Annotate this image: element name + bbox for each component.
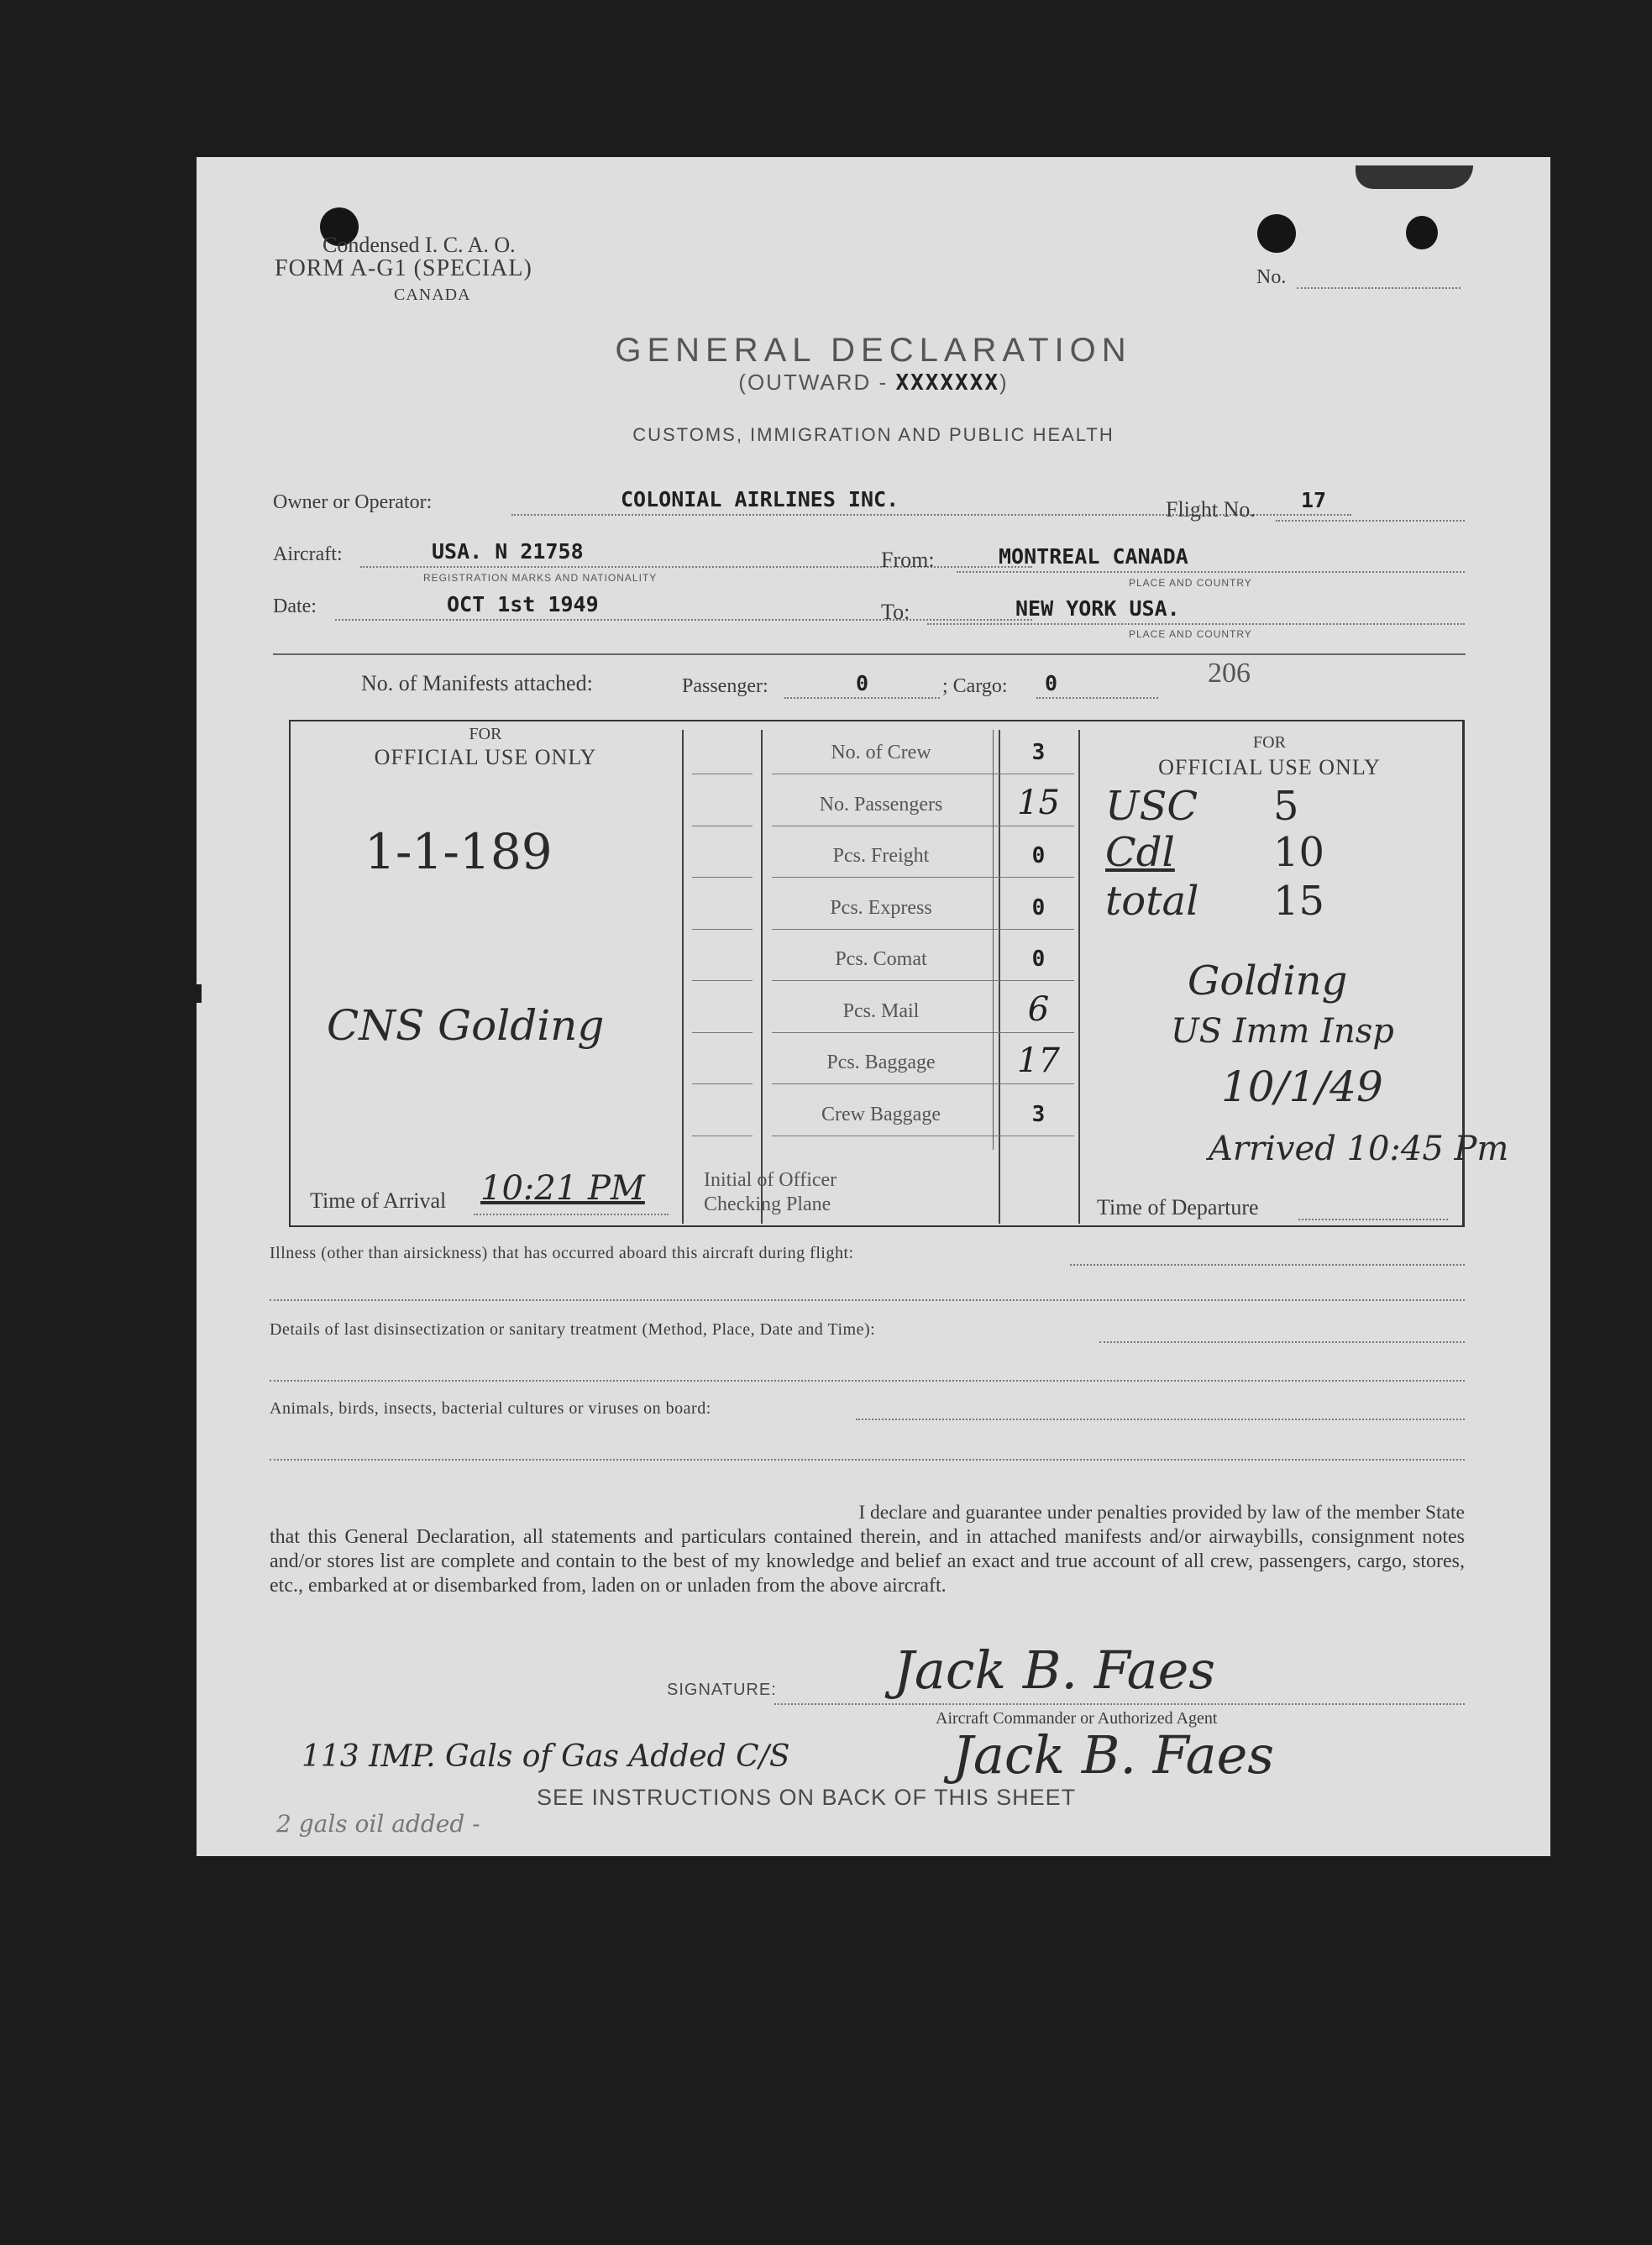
owner-value: COLONIAL AIRLINES INC. [621,487,899,511]
left-official-for: FOR [469,725,502,743]
left-official-handwritten-code: 1-1-189 [364,823,553,880]
right-note-label: USC [1105,783,1198,830]
animals-line-1 [856,1419,1465,1420]
table-divider-2 [761,730,763,1224]
signature-caption: Aircraft Commander or Authorized Agent [936,1709,1218,1728]
arrival-value: 10:21 PM [480,1169,645,1208]
count-row-rule [772,877,1074,878]
right-note-label: total [1105,878,1199,925]
flight-label: Flight No. [1166,497,1256,522]
struck-inward: XXXXXXX [895,370,1000,396]
declaration-form-sheet [197,157,1550,1856]
right-note-value: 10 [1273,829,1325,876]
count-row-rule-left [692,980,753,981]
oil-note: 2 gals oil added - [276,1810,480,1838]
manifest-extra-number: 206 [1208,658,1251,689]
count-label: Pcs. Express [830,896,932,919]
right-official-date: 10/1/49 [1221,1062,1383,1111]
from-value: MONTREAL CANADA [999,544,1188,569]
aircraft-value: USA. N 21758 [432,539,584,564]
officer-initial-line1: Initial of Officer [704,1169,837,1191]
count-row-rule-left [692,877,753,878]
arrival-line [474,1214,669,1215]
count-value-divider [993,730,994,1150]
count-row-rule [772,980,1074,981]
date-value: OCT 1st 1949 [447,592,599,616]
second-signature: Jack B. Faes [952,1724,1275,1786]
departure-line [1298,1219,1448,1220]
outward-close: ) [999,370,1009,395]
to-line [927,623,1465,625]
table-divider-3 [999,730,1000,1224]
footer-instructions: SEE INSTRUCTIONS ON BACK OF THIS SHEET [537,1785,1077,1810]
count-row-rule [772,929,1074,930]
header-rule [273,653,1466,655]
right-official-signature: Golding [1188,957,1348,1004]
outward-label: (OUTWARD - [738,370,889,395]
aircraft-label: Aircraft: [273,543,343,565]
right-note-value: 15 [1273,878,1325,925]
cargo-manifest-value: 0 [1045,671,1058,695]
count-row-rule-left [692,929,753,930]
torn-edge-mark [1356,165,1473,189]
count-row-rule [772,1032,1074,1033]
from-caption: PLACE AND COUNTRY [1129,577,1252,589]
to-caption: PLACE AND COUNTRY [1129,628,1252,640]
punch-hole-right [1257,214,1296,253]
animals-line-2 [270,1459,1465,1461]
from-line [957,571,1465,573]
count-value: 3 [1031,1101,1046,1127]
cargo-manifest-label: ; Cargo: [942,675,1008,697]
icao-line: Condensed I. C. A. O. [323,233,516,257]
right-note-value: 5 [1273,783,1299,830]
count-value: 0 [1031,843,1046,868]
count-row-rule [772,1083,1074,1084]
to-value: NEW YORK USA. [1015,596,1180,621]
signature-line [774,1703,1465,1705]
departure-note: Arrived 10:45 Pm [1209,1130,1509,1168]
right-official-title: OFFICIAL USE ONLY [1158,755,1381,779]
departure-label: Time of Departure [1097,1195,1259,1220]
disinsectization-label: Details of last disinsectization or sanitary treatment (Method, Place, Date and Time): [270,1320,876,1339]
cargo-manifest-line [1036,697,1158,699]
arrival-label: Time of Arrival [310,1188,447,1213]
fuel-note: 113 IMP. Gals of Gas Added C/S [302,1739,790,1774]
count-label: Pcs. Mail [842,999,920,1022]
count-value: 17 [1017,1041,1060,1080]
to-label: To: [881,600,910,624]
declaration-first-line: I declare and guarantee under penalties provided by law of the member State [858,1502,1465,1524]
table-divider-1 [682,730,684,1224]
customs-subtitle: CUSTOMS, IMMIGRATION AND PUBLIC HEALTH [632,424,1114,445]
form-number-line [1297,287,1461,289]
count-value: 0 [1031,947,1046,972]
date-label: Date: [273,595,317,617]
aircraft-caption: REGISTRATION MARKS AND NATIONALITY [423,572,658,584]
form-country: CANADA [394,286,471,304]
officer-initial-line2: Checking Plane [704,1193,831,1215]
torn-corner-mark [1406,216,1438,249]
left-official-title: OFFICIAL USE ONLY [374,745,597,769]
owner-label: Owner or Operator: [273,491,433,513]
paper-edge-notch [190,984,202,1003]
manifests-label: No. of Manifests attached: [361,671,593,695]
count-label: No. of Crew [831,742,931,763]
count-label: No. Passengers [819,793,943,816]
illness-line-2 [270,1299,1465,1301]
flight-value: 17 [1301,488,1327,512]
count-value: 3 [1031,740,1046,765]
count-value: 6 [1027,989,1050,1029]
passenger-manifest-line [784,697,940,699]
passenger-manifest-label: Passenger: [682,675,768,697]
table-divider-4 [1078,730,1080,1224]
form-subtitle-line [197,370,1550,396]
date-line [335,619,1032,621]
declaration-body: that this General Declaration, all statements and particulars contained therein, and in attached manifests and/or airwaybills, consignment notes and/or stores list are complete and contain to the best of my knowledge and belief an exact and true account of all crew, passengers, cargo, stores, etc., embarked at or disembarked from, laden on or unladen from the above aircraft. [270,1526,1465,1597]
count-row-rule-left [692,1032,753,1033]
count-row-rule-left [692,1083,753,1084]
count-label: Pcs. Comat [835,948,927,970]
form-number-label: No. [1256,266,1287,288]
right-official-for: FOR [1253,733,1286,752]
right-official-inspector: US Imm Insp [1171,1012,1394,1051]
passenger-manifest-value: 0 [856,671,869,695]
count-label: Pcs. Baggage [826,1052,936,1073]
disinsectization-line-1 [1099,1341,1465,1343]
form-id: FORM A-G1 (SPECIAL) [275,255,532,281]
signature-label: SIGNATURE: [667,1681,777,1699]
count-label: Pcs. Freight [832,845,930,867]
flight-line [1276,520,1465,522]
left-official-handwritten-signature: CNS Golding [327,1001,605,1050]
illness-line-1 [1070,1264,1465,1266]
animals-label: Animals, birds, insects, bacterial cultures or viruses on board: [270,1399,711,1418]
disinsectization-line-2 [270,1380,1465,1382]
signature-value: Jack B. Faes [894,1639,1216,1701]
count-label: Crew Baggage [821,1103,941,1125]
right-note-label: Cdl [1105,829,1175,876]
from-label: From: [881,548,935,572]
form-title: GENERAL DECLARATION [615,332,1132,369]
count-value: 0 [1031,894,1046,921]
count-value: 15 [1017,783,1060,822]
illness-label: Illness (other than airsickness) that has occurred aboard this aircraft during flight: [270,1244,854,1262]
